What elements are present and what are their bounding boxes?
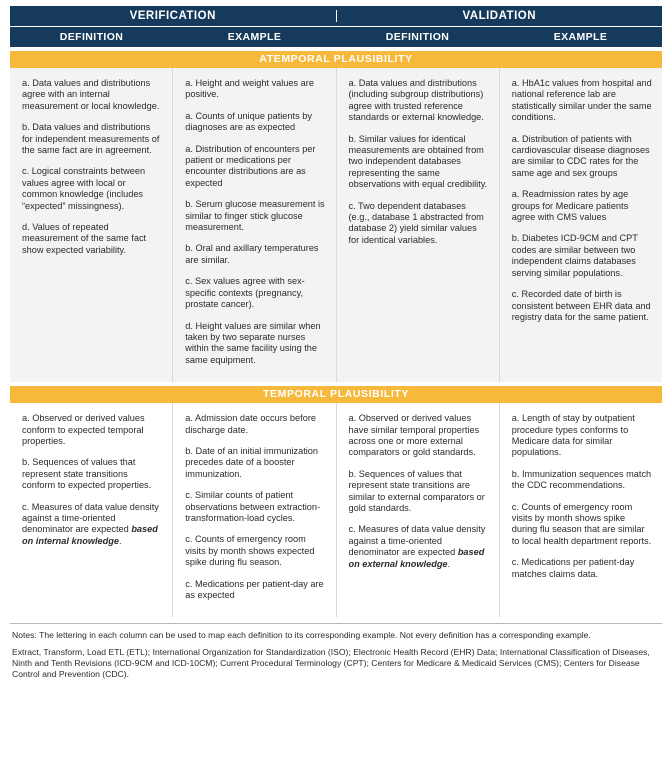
atemporal-validation-examples — [499, 68, 662, 382]
list-item: a. Admission date occurs before discharge date. — [185, 413, 316, 435]
list-item: a. Observed or derived values have similar temporal properties across one or more external comparators or gold standards. — [348, 413, 480, 458]
list-item: b. Sequences of values that represent state transitions are similar to external comparators or gold standards. — [348, 468, 485, 513]
temporal-validation-definitions — [336, 403, 499, 617]
temporal-verification-examples — [172, 403, 335, 617]
note-lettering: Notes: The lettering in each column can be used to map each definition to its corresponding example. Not every definition has a corresponding example. — [12, 630, 591, 641]
temporal-validation-examples — [499, 403, 662, 617]
list-item-text: c. Measures of data value density against a time-oriented denominator are expected — [22, 501, 159, 535]
temporal-band: TEMPORAL PLAUSIBILITY — [10, 386, 662, 403]
list-item: b. Date of an initial immunization precedes date of a booster immunization. — [185, 445, 319, 479]
list-item: c. Two dependent databases (e.g., database 1 abstracted from database 2) yield similar values for identical variables. — [348, 200, 484, 245]
list-item: a. Data values and distributions (including subgroup distributions) agree with trusted reference standards or external knowledge. — [348, 78, 484, 123]
column-header-row — [10, 26, 662, 47]
emphasis-text: based on external knowledge — [348, 547, 485, 569]
atemporal-validation-definitions — [336, 68, 499, 382]
list-item: a. Distribution of patients with cardiovascular disease diagnoses are similar to CDC rates for the same age and sex groups — [511, 133, 650, 178]
list-item: b. Oral and axillary temperatures are similar. — [185, 243, 319, 265]
list-item: c. Counts of emergency room visits by month shows spike during flu season that are similar to local health department reports. — [511, 501, 652, 546]
list-item: d. Values of repeated measurement of the same fact show expected variability. — [22, 222, 147, 255]
list-item: c. Medications per patient-day matches claims data. — [511, 557, 635, 579]
validation-header: VALIDATION — [336, 10, 663, 22]
list-item: a. Counts of unique patients by diagnoses are as expected — [185, 110, 312, 133]
list-item: c. Medications per patient-day are as expected — [185, 578, 324, 600]
list-item-text: c. Measures of data value density against a time-oriented denominator are expected — [348, 524, 486, 558]
column-header-validation-example: EXAMPLE — [553, 31, 608, 43]
list-item: a. Data values and distributions agree with an internal measurement or local knowledge. — [22, 78, 160, 111]
column-header-verification-example: EXAMPLE — [227, 31, 282, 43]
list-item: b. Serum glucose measurement is similar to finger stick glucose measurement. — [185, 199, 325, 233]
list-item: b. Diabetes ICD-9CM and CPT codes are similar between two independent claims databases serving similar populations. — [511, 233, 638, 278]
list-item: c. Counts of emergency room visits by month shows expected spike during flu season. — [185, 534, 315, 568]
plausibility-table — [10, 0, 662, 680]
notes — [10, 624, 662, 680]
list-item: c. Logical constraints between values agree with local or common knowledge (includes “expected” missingness). — [22, 166, 146, 211]
group-header-row — [10, 6, 662, 26]
list-item: a. Readmission rates by age groups for Medicare patients agree with CMS values — [511, 189, 629, 223]
column-header-verification-definition: DEFINITION — [59, 31, 124, 43]
verification-header: VERIFICATION — [129, 10, 216, 22]
list-item: c. Recorded date of birth is consistent between EHR data and registry data for the same patient. — [511, 289, 651, 322]
list-item: c. Measures of data value density against a time-oriented denominator are expected based on internal knowledge. — [22, 501, 159, 546]
list-item: d. Height values are similar when taken by two separate nurses within the same facility using the same equipment. — [185, 320, 321, 365]
atemporal-verification-definitions — [10, 68, 172, 382]
emphasis-text: based on internal knowledge — [22, 524, 158, 546]
list-item: b. Sequences of values that represent state transitions conform to expected properties. — [22, 457, 152, 491]
atemporal-band: ATEMPORAL PLAUSIBILITY — [10, 51, 662, 68]
atemporal-section — [10, 68, 662, 382]
list-item: a. Observed or derived values conform to expected temporal properties. — [22, 413, 145, 446]
temporal-section — [10, 403, 662, 617]
list-item: a. Distribution of encounters per patient or medications per encounter distributions are as expected — [185, 143, 316, 188]
list-item: c. Measures of data value density against a time-oriented denominator are expected based on external knowledge. — [348, 524, 486, 569]
list-item: b. Data values and distributions for independent measurements of the same fact are in agreement. — [22, 122, 160, 156]
column-header-validation-definition: DEFINITION — [385, 31, 450, 43]
list-item: a. Height and weight values are positive. — [185, 78, 314, 100]
list-item: a. HbA1c values from hospital and national reference lab are statistically similar under the same conditions. — [511, 78, 652, 123]
list-item: b. Immunization sequences match the CDC recommendations. — [511, 468, 652, 491]
list-item: c. Similar counts of patient observations between extraction-transformation-load cycles. — [185, 490, 321, 523]
list-item: c. Sex values agree with sex-specific contexts (pregnancy, prostate cancer). — [185, 276, 305, 310]
atemporal-verification-examples — [172, 68, 335, 382]
temporal-verification-definitions — [10, 403, 172, 617]
note-abbreviations: Extract, Transform, Load ETL (ETL); International Organization for Standardization (ISO); Electronic Health Record (EHR) Data; International Classification of Diseases, Ninth and Tenth Revisions (ICD-9CM and ICD-10CM); Current Procedural Terminology (CPT); Centers for Medicare & Medicaid Services (CMS); Centers for Disease Control and Prevention (CDC). — [12, 647, 650, 680]
list-item: b. Similar values for identical measurements are obtained from two independent databases representing the same observations with equal credibility. — [348, 133, 488, 190]
list-item: a. Length of stay by outpatient procedure types conforms to Medicare data for similar populations. — [511, 413, 635, 458]
